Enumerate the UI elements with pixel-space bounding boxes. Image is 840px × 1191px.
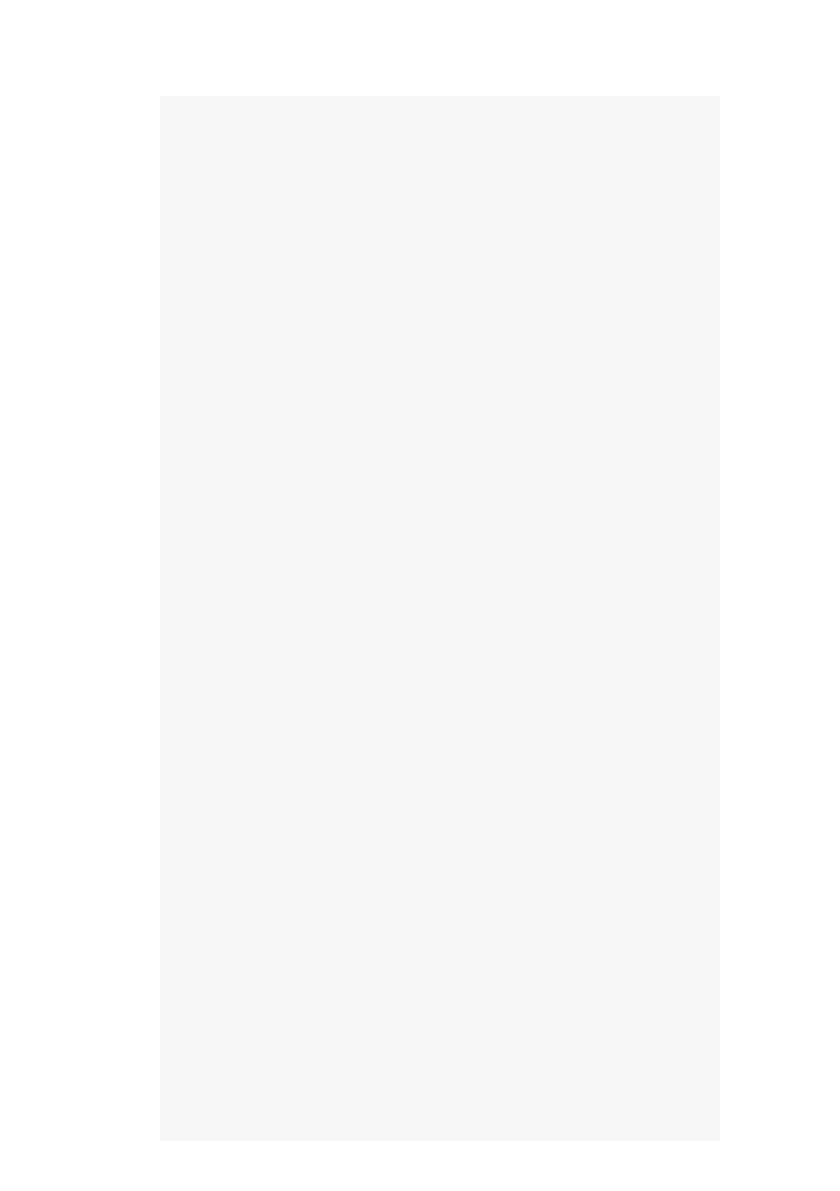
divider-ornament-top <box>162 76 722 100</box>
page-scan-area <box>160 96 720 1141</box>
divider-ornament-small <box>380 378 500 398</box>
